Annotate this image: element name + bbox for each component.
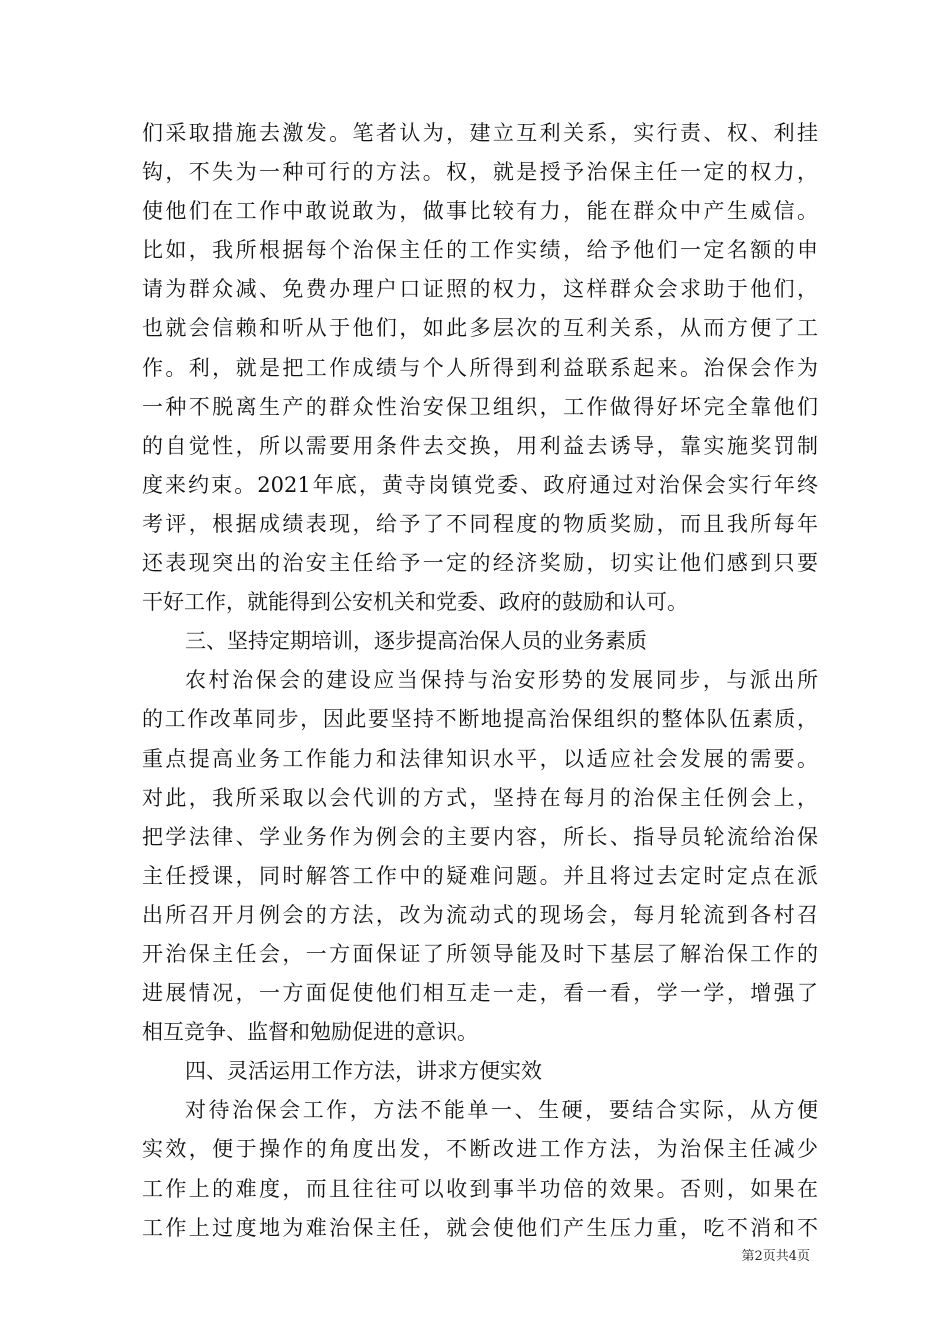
text-line: 对待治保会工作，方法不能单一、生硬，要结合实际，从方便	[185, 1098, 818, 1123]
text-line: 开治保主任会，一方面保证了所领导能及时下基层了解治保工作的	[142, 941, 818, 966]
text-line: 重点提高业务工作能力和法律知识水平，以适应社会发展的需要。	[142, 746, 818, 771]
text-line: 农村治保会的建设应当保持与治安形势的发展同步，与派出所	[185, 668, 818, 693]
text-line: 工作上的难度，而且往往可以收到事半功倍的效果。否则，如果在	[142, 1176, 818, 1201]
text-line: 作。利，就是把工作成绩与个人所得到利益联系起来。治保会作为	[142, 355, 818, 380]
text-line: 出所召开月例会的方法，改为流动式的现场会，每月轮流到各村召	[142, 902, 818, 927]
text-line: 比如，我所根据每个治保主任的工作实绩，给予他们一定名额的申	[142, 238, 818, 263]
page-number: 第2页共4页	[741, 1249, 810, 1264]
text-line: 的工作改革同步，因此要坚持不断地提高治保组织的整体队伍素质，	[142, 707, 818, 732]
text-line: 实效，便于操作的角度出发，不断改进工作方法，为治保主任减少	[142, 1137, 818, 1162]
text-line: 的自觉性，所以需要用条件去交换，用利益去诱导，靠实施奖罚制	[142, 433, 818, 458]
text-line: 使他们在工作中敢说敢为，做事比较有力，能在群众中产生威信。	[142, 199, 818, 224]
section-heading: 三、坚持定期培训，逐步提高治保人员的业务素质	[185, 629, 647, 654]
text-line: 们采取措施去激发。笔者认为，建立互利关系，实行责、权、利挂	[142, 121, 818, 145]
text-line: 钩，不失为一种可行的方法。权，就是授予治保主任一定的权力，	[142, 160, 818, 185]
text-line: 主任授课，同时解答工作中的疑难问题。并且将过去定时定点在派	[142, 863, 818, 888]
text-line: 相互竞争、监督和勉励促进的意识。	[142, 1020, 478, 1045]
text-line: 考评，根据成绩表现，给予了不同程度的物质奖励，而且我所每年	[142, 511, 818, 536]
text-line: 请为群众减、免费办理户口证照的权力，这样群众会求助于他们，	[142, 277, 818, 302]
text-line: 还表现突出的治安主任给予一定的经济奖励，切实让他们感到只要	[142, 551, 818, 576]
text-line: 一种不脱离生产的群众性治安保卫组织，工作做得好坏完全靠他们	[142, 394, 818, 419]
document-body	[142, 114, 818, 1248]
text-line: 也就会信赖和听从于他们，如此多层次的互利关系，从而方便了工	[142, 316, 818, 341]
text-line: 对此，我所采取以会代训的方式，坚持在每月的治保主任例会上，	[142, 785, 818, 810]
section-heading: 四、灵活运用工作方法，讲求方便实效	[185, 1059, 542, 1084]
text-line: 度来约束。2021年底，黄寺岗镇党委、政府通过对治保会实行年终	[142, 472, 818, 497]
text-line: 干好工作，就能得到公安机关和党委、政府的鼓励和认可。	[142, 590, 688, 615]
text-line: 进展情况，一方面促使他们相互走一走，看一看，学一学，增强了	[142, 981, 818, 1006]
text-line: 工作上过度地为难治保主任，就会使他们产生压力重，吃不消和不	[142, 1215, 818, 1240]
text-line: 把学法律、学业务作为例会的主要内容，所长、指导员轮流给治保	[142, 824, 818, 849]
